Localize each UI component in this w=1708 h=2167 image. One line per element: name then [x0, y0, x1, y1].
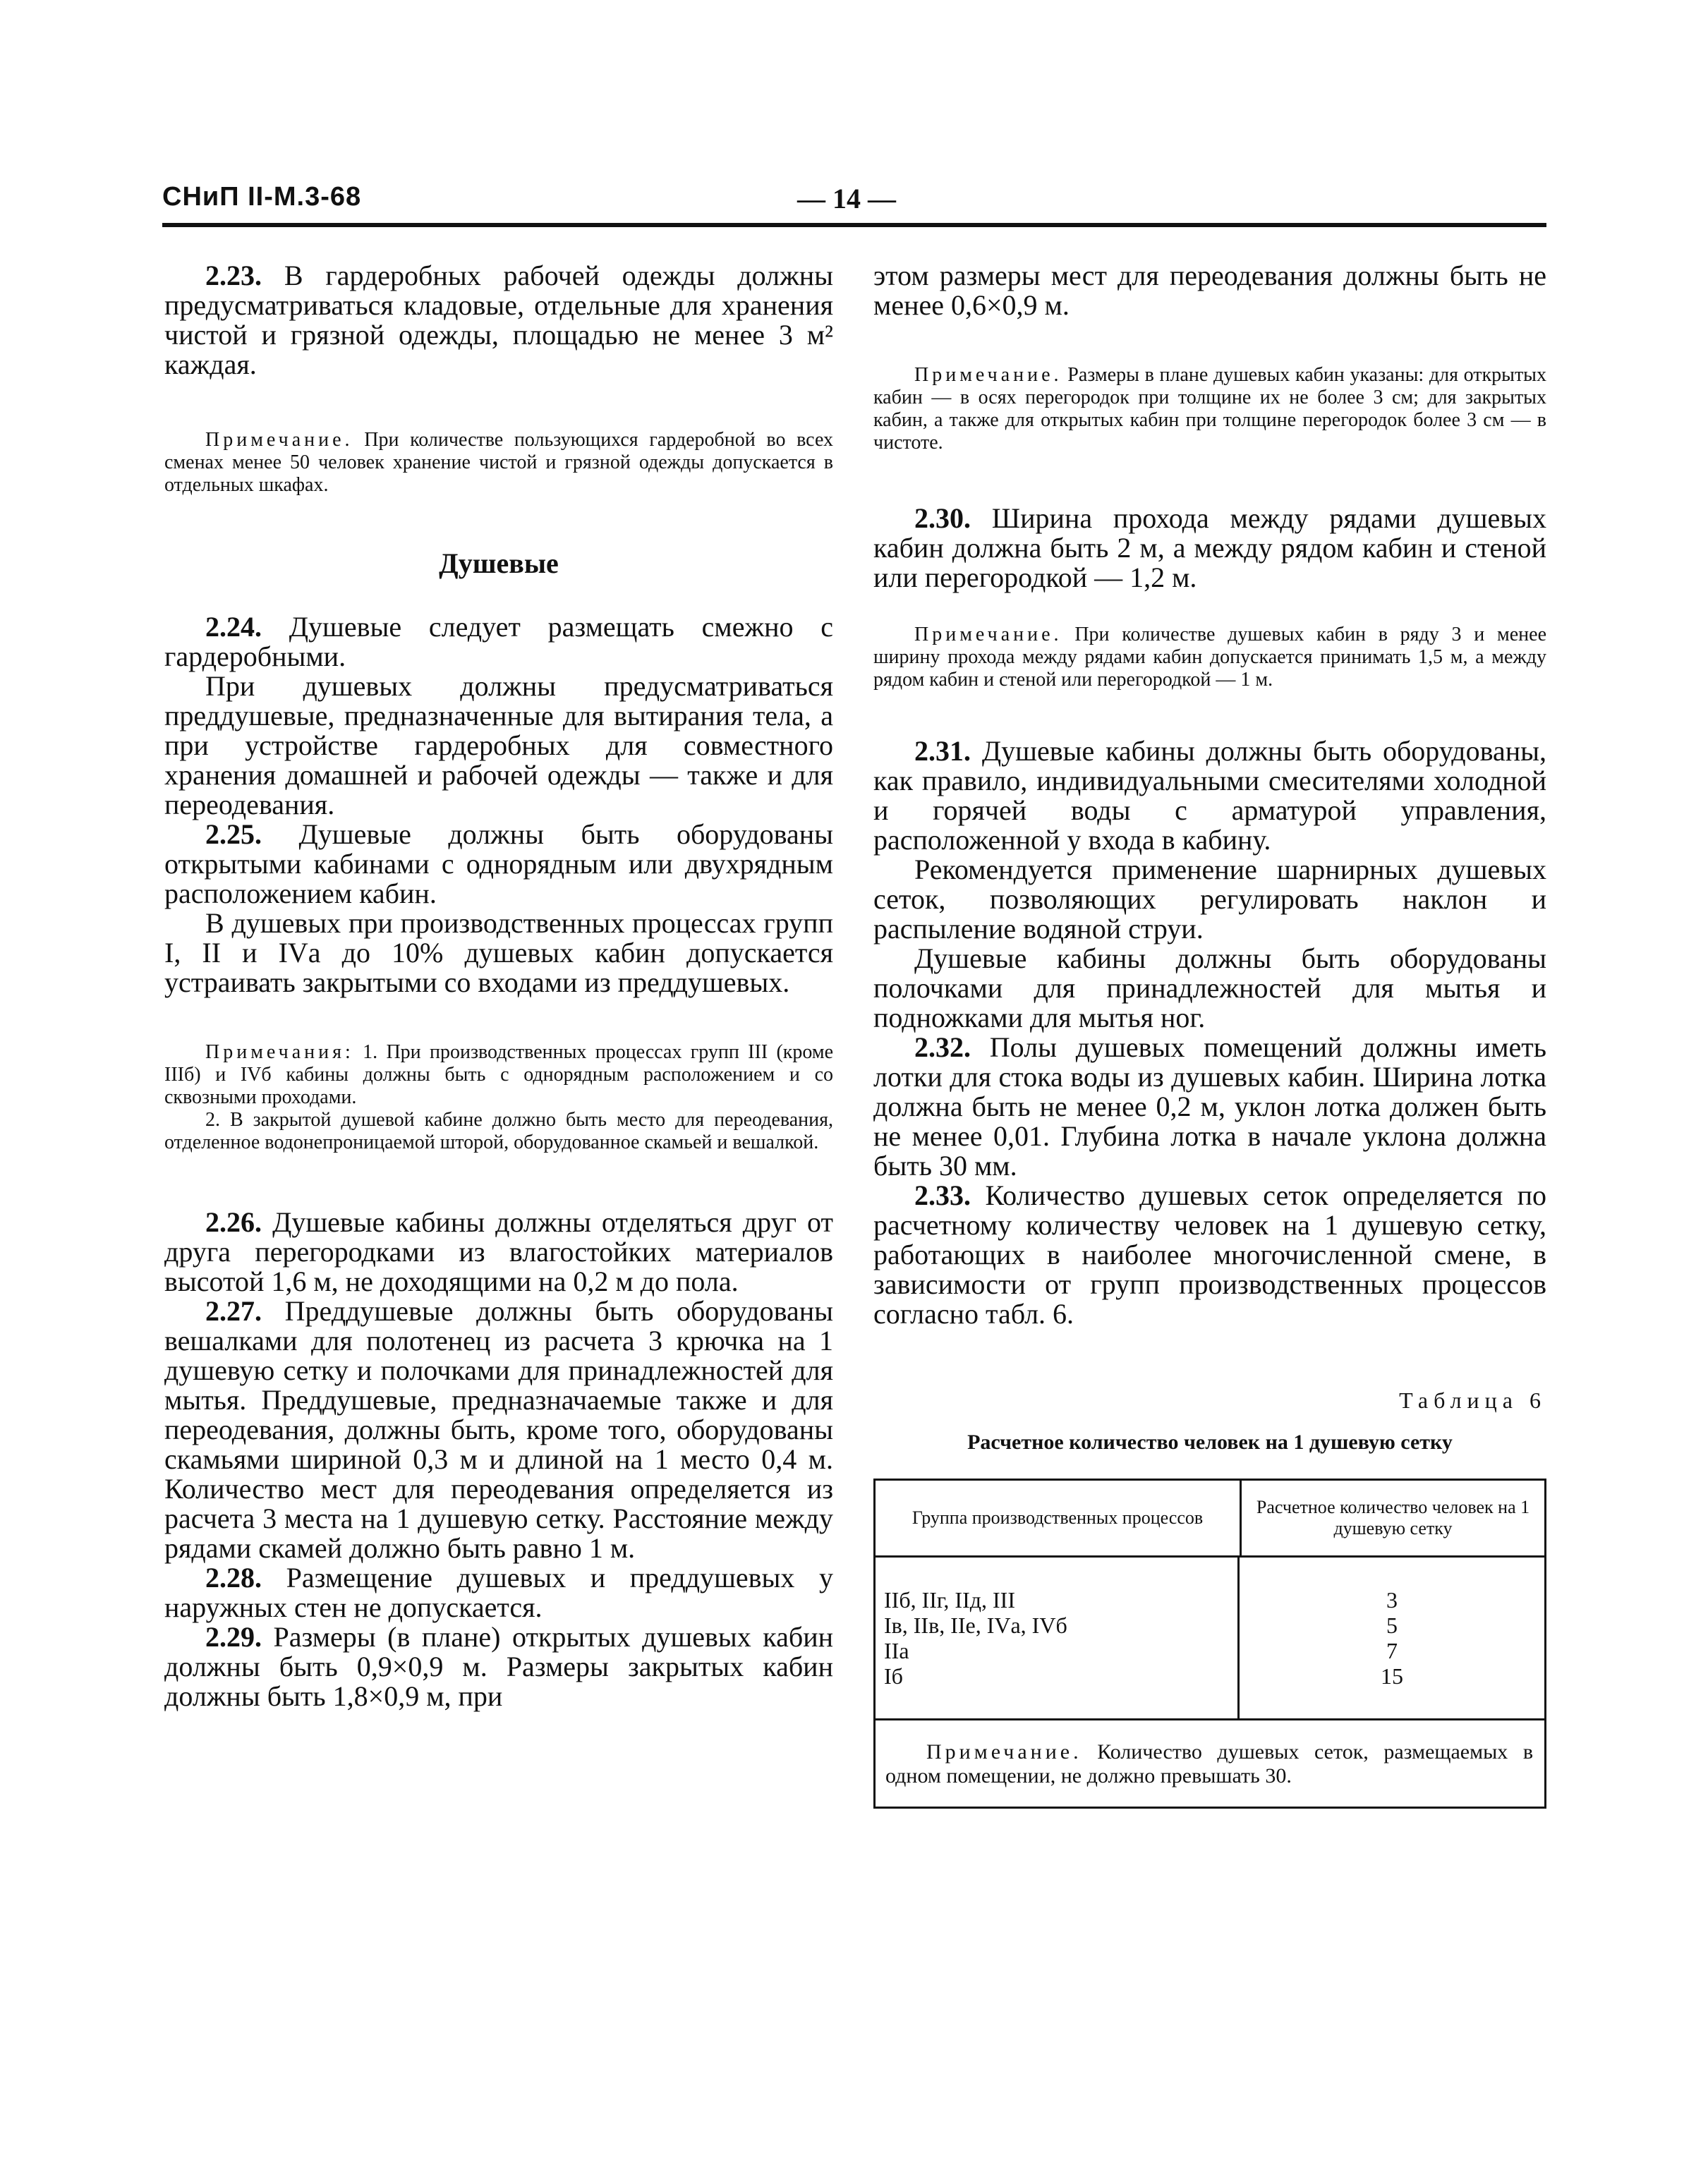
note-label: Примечание. — [926, 1740, 1082, 1764]
paragraph-2-31 — [873, 736, 1546, 855]
note-text: При количестве душевых кабин в ряду 3 и менее ширину прохода между рядами кабин допускается принимать 1,5 м, а между рядом кабин и стеной или перегородкой — 1 м. — [873, 624, 1546, 691]
table-note — [876, 1720, 1544, 1807]
left-column — [164, 261, 833, 1711]
paragraph-2-26 — [164, 1208, 833, 1297]
table-count-column — [1240, 1558, 1544, 1718]
note-text: 1. При производственных процессах групп III (кроме IIIб) и IVб кабины должны быть с однорядным расположением и со сквозными проходами. — [164, 1041, 834, 1108]
table-cell-group: IIб, IIг, IIд, III — [884, 1587, 1015, 1613]
paragraph-2-33 — [873, 1181, 1546, 1329]
clause-number: 2.28. — [205, 1562, 262, 1594]
clause-text: Душевые должны быть оборудованы открытыми кабинами с однорядным или двухрядным расположением кабин. — [164, 818, 833, 909]
table-cell-count: 7 — [1386, 1638, 1398, 1663]
table-cell-count: 15 — [1381, 1663, 1403, 1689]
paragraph-2-24 — [164, 612, 833, 672]
paragraph-2-25b: В душевых при производственных процессах групп I, II и IVа до 10% душевых кабин допускается устраивать закрытыми со входами из преддушевых. — [164, 907, 833, 998]
paragraph-2-23 — [164, 261, 833, 380]
clause-text: В гардеробных рабочей одежды должны предусматриваться кладовые, отдельные для хранения чистой и грязной одежды, площадью не менее 3 м² каждая. — [164, 260, 834, 380]
table-6 — [873, 1479, 1546, 1809]
table-caption: Таблица 6 — [1399, 1388, 1546, 1413]
header-rule — [162, 223, 1546, 227]
note-label: Примечание. — [914, 364, 1062, 386]
table-body — [876, 1558, 1544, 1720]
clause-number: 2.31. — [914, 735, 971, 767]
table-cell-count: 5 — [1386, 1613, 1398, 1638]
table-header-row — [876, 1481, 1544, 1558]
paragraph-2-31c: Душевые кабины должны быть оборудованы полочками для принадлежностей для мытья и подножками для мытья ног. — [873, 942, 1546, 1033]
clause-number: 2.24. — [205, 611, 262, 643]
clause-number: 2.26. — [205, 1206, 262, 1238]
table-note-paragraph — [885, 1740, 1533, 1788]
note-label: Примечание. — [205, 429, 353, 451]
clause-number: 2.23. — [205, 260, 262, 291]
table-header-group: Группа производственных процессов — [876, 1481, 1242, 1555]
table-group-column — [876, 1558, 1240, 1718]
paragraph-2-29 — [164, 1622, 833, 1711]
clause-number: 2.30. — [914, 502, 971, 534]
clause-number: 2.33. — [914, 1179, 971, 1211]
clause-text: Душевые следует размещать смежно с гардеробными. — [164, 611, 833, 672]
paragraph-2-32 — [873, 1033, 1546, 1181]
note-2-25-1 — [164, 1041, 833, 1109]
table-cell-group: Iб — [884, 1663, 903, 1689]
clause-text: Душевые кабины должны отделяться друг от друга перегородками из влагостойких материалов высотой 1,6 м, не доходящими на 0,2 м до пола. — [164, 1206, 833, 1297]
clause-number: 2.32. — [914, 1031, 971, 1063]
note-2-23 — [164, 429, 833, 497]
clause-number: 2.29. — [205, 1621, 262, 1653]
clause-number: 2.25. — [205, 818, 262, 850]
right-column — [873, 261, 1546, 1809]
note-label: Примечание. — [914, 624, 1062, 645]
note-2-25-2: 2. В закрытой душевой кабине должно быть место для переодевания, отделенное водонепроницаемой шторой, оборудованное скамьей и вешалкой. — [164, 1109, 833, 1153]
note-text: Количество душевых сеток, размещаемых в одном помещении, не должно превышать 30. — [885, 1740, 1533, 1787]
table-cell-group: IIа — [884, 1638, 909, 1663]
table-cell-count: 3 — [1386, 1587, 1398, 1613]
page-number: — 14 — — [797, 183, 896, 214]
clause-text: Полы душевых помещений должны иметь лотки для стока воды из душевых кабин. Ширина лотка должна быть не менее 0,2 м, уклон лотка должен быть не менее 0,01. Глубина лотка в начале уклона должна быть 30 мм. — [873, 1031, 1546, 1182]
paragraph-2-24b: При душевых должны предусматриваться преддушевые, предназначенные для вытирания тела, а при устройстве гардеробных для совместного хранения домашней и рабочей одежды — также и для переодевания. — [164, 670, 833, 820]
paragraph-2-28 — [164, 1563, 833, 1622]
note-text: Размеры в плане душевых кабин указаны: для открытых кабин — в осях перегородок при толщине их не более 3 см; для закрытых кабин, а также для открытых кабин при толщине перегородок более 3 см — в чистоте. — [873, 364, 1546, 454]
note-label: Примечания: — [205, 1041, 354, 1063]
paragraph-2-27 — [164, 1297, 833, 1563]
note-text: При количестве пользующихся гардеробной во всех сменах менее 50 человек хранение чистой и грязной одежды допускается в отдельных шкафах. — [164, 429, 834, 496]
note-2-29 — [873, 364, 1546, 454]
paragraph-2-25 — [164, 820, 833, 909]
paragraph-2-30 — [873, 504, 1546, 593]
table-cell-group: Iв, IIв, IIе, IVа, IVб — [884, 1613, 1067, 1638]
note-2-30 — [873, 624, 1546, 691]
running-header — [162, 182, 1545, 224]
clause-text: Ширина прохода между рядами душевых кабин должна быть 2 м, а между рядом кабин и стеной или перегородкой — 1,2 м. — [873, 502, 1547, 593]
table-header-count: Расчетное количество человек на 1 душевую сетку — [1256, 1497, 1530, 1538]
section-title: Душевые — [439, 547, 559, 579]
document-code: СНиП II-М.3-68 — [162, 182, 362, 212]
clause-text: Преддушевые должны быть оборудованы вешалками для полотенец из расчета 3 крючка на 1 душевую сетку и полочками для принадлежностей для мытья. Преддушевые, предназначаемые также и для переодевания, должны быть, кроме того, оборудованы скамьями шириной 0,3 м и длиной на 1 место 0,4 м. Количество мест для переодевания определяется из расчета 3 места на 1 душевую сетку. Расстояние между рядами скамей должно быть равно 1 м. — [164, 1295, 834, 1564]
paragraph-2-29-continued: этом размеры мест для переодевания должны быть не менее 0,6×0,9 м. — [873, 260, 1546, 321]
table-title: Расчетное количество человек на 1 душевую сетку — [967, 1431, 1453, 1454]
paragraph-2-31b: Рекомендуется применение шарнирных душевых сеток, позволяющих регулировать наклон и распыление водяной струи. — [873, 854, 1546, 945]
clause-text: Размещение душевых и преддушевых у наружных стен не допускается. — [164, 1562, 834, 1623]
clause-text: Размеры (в плане) открытых душевых кабин должны быть 0,9×0,9 м. Размеры закрытых кабин должны быть 1,8×0,9 м, при — [164, 1621, 834, 1712]
clause-number: 2.27. — [205, 1295, 262, 1327]
clause-text: Количество душевых сеток определяется по расчетному количеству человек на 1 душевую сетку, работающих в наиболее многочисленной смене, в зависимости от групп производственных процессов согласно табл. 6. — [873, 1179, 1547, 1330]
clause-text: Душевые кабины должны быть оборудованы, как правило, индивидуальными смесителями холодной и горячей воды с арматурой управления, расположенной у входа в кабину. — [873, 735, 1547, 856]
